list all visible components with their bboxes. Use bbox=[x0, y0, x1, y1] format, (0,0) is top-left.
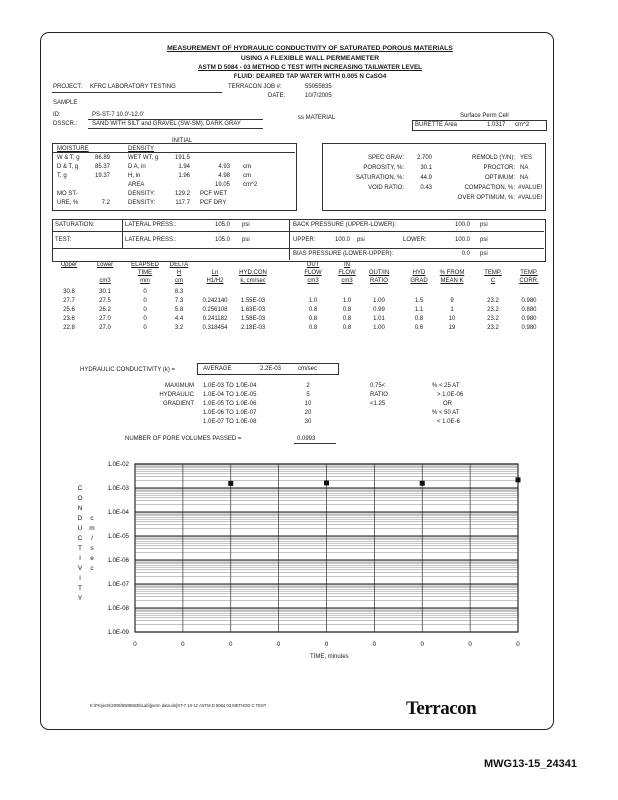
hc-avg-value: 2.2E-03 bbox=[260, 366, 282, 372]
table-cell-r1-c3: 7.3 bbox=[174, 298, 184, 304]
criteria-label-1: MAXIMUM bbox=[165, 383, 194, 389]
job-label: TERRACON JOB #: bbox=[228, 84, 282, 90]
y-tick-label: 1.0E-06 bbox=[107, 557, 129, 564]
data-point bbox=[516, 477, 521, 482]
table-cell-r3-c1: 27.0 bbox=[99, 316, 111, 322]
range-5: 1.0E-07 TO 1.0E-08 bbox=[203, 419, 257, 425]
table-cell-r1-c12: 0.980 bbox=[521, 298, 537, 304]
y-tick-label: 1.0E-08 bbox=[107, 605, 129, 612]
init-r1-a: D & T, g bbox=[57, 164, 79, 170]
table-cell-r2-c1: 26.2 bbox=[99, 307, 111, 313]
proctor-value: NA bbox=[520, 165, 529, 171]
back-pressure-unit: psi bbox=[480, 222, 488, 228]
init-r0-a: W & T, g bbox=[57, 155, 80, 161]
compaction-label: COMPACTION, %: bbox=[464, 185, 515, 191]
initial-head-line bbox=[52, 152, 295, 153]
date-label: DATE: bbox=[268, 93, 286, 99]
y-axis-letter: I bbox=[79, 555, 81, 562]
table-header-c11-l2: C bbox=[490, 278, 496, 284]
table-cell-r2-c8: 0.99 bbox=[373, 307, 385, 313]
table-cell-r4-c12: 0.980 bbox=[521, 325, 537, 331]
sample-id-value: PS-ST-7 10.0'-12.0' bbox=[92, 112, 144, 118]
moist-label: MO ST- bbox=[57, 191, 78, 197]
table-header-c3-l1: H bbox=[176, 270, 182, 276]
saturation-label: SATURATION, %: bbox=[355, 175, 404, 181]
table-cell-r4-c5: 2.18E-03 bbox=[240, 325, 266, 331]
table-cell-r2-c7: 0.8 bbox=[342, 307, 352, 313]
table-cell-r4-c4: 0.318454 bbox=[202, 325, 228, 331]
table-cell-r2-c0: 25.6 bbox=[63, 307, 75, 313]
table-cell-r3-c4: 0.241182 bbox=[202, 316, 228, 322]
y-axis-letter: C bbox=[77, 485, 83, 492]
range-4: 1.0E-06 TO 1.0E-07 bbox=[203, 410, 257, 416]
terracon-logo: Terracon bbox=[406, 698, 477, 719]
table-cell-r0-c1: 30.1 bbox=[99, 289, 111, 295]
data-point bbox=[324, 480, 329, 485]
table-header-c11-l1: TEMP. bbox=[484, 270, 502, 276]
y-axis-letter: T bbox=[78, 585, 82, 592]
y-axis-unit-letter: e bbox=[90, 555, 94, 562]
table-cell-r1-c11: 23.2 bbox=[487, 298, 499, 304]
table-cell-r3-c2: 0 bbox=[143, 316, 147, 322]
report-fluid: FLUID: DEAIRED TAP WATER WITH 0.005 N CaSO4 bbox=[233, 73, 387, 80]
table-cell-r1-c1: 27.5 bbox=[99, 298, 111, 304]
table-header-c7-l1: FLOW bbox=[338, 270, 356, 276]
lower-value: 100.0 bbox=[454, 237, 470, 243]
table-cell-r1-c7: 1.0 bbox=[342, 298, 352, 304]
pore-volumes-value: 0.0993 bbox=[297, 436, 316, 442]
init-r3-c: AREA bbox=[128, 182, 145, 188]
y-axis-letter: I bbox=[79, 575, 81, 582]
table-header-c2-l1: TIME bbox=[137, 270, 153, 276]
hc-avg-label: AVERAGE bbox=[203, 366, 232, 372]
table-cell-r1-c0: 27.7 bbox=[63, 298, 75, 304]
table-header-c9-l2: GRAD bbox=[410, 278, 428, 284]
table-cell-r4-c11: 23.2 bbox=[487, 325, 499, 331]
table-header-c2-l2: min bbox=[140, 278, 150, 284]
table-cell-r3-c5: 1.58E-03 bbox=[240, 316, 266, 322]
remold-value: YES bbox=[520, 155, 533, 161]
table-header-c0-l0: Upper bbox=[60, 262, 78, 268]
x-axis-label: TIME, minutes bbox=[310, 654, 349, 660]
init-r3-e: 19.05 bbox=[214, 182, 230, 188]
table-header-c10-l2: MEAN K bbox=[440, 278, 464, 284]
y-axis-unit-letter: / bbox=[91, 535, 93, 542]
pressure-col-line-2 bbox=[289, 219, 290, 260]
bias-pressure-value: 0.0 bbox=[461, 251, 470, 257]
table-cell-r2-c12: 0.880 bbox=[521, 307, 537, 313]
density-heading: DENSITY bbox=[128, 146, 155, 152]
lateral-test-value: 105.0 bbox=[214, 237, 230, 243]
over-optimum-value: #VALUE! bbox=[518, 195, 543, 201]
table-cell-r3-c7: 0.8 bbox=[342, 316, 352, 322]
x-tick-label: 0 bbox=[276, 641, 281, 648]
pressure-col-line-1 bbox=[122, 219, 123, 248]
initial-heading: INITIAL bbox=[172, 138, 193, 144]
document-id: MWG13-15_24341 bbox=[484, 758, 577, 770]
pct-4: % < 50 AT bbox=[432, 410, 460, 416]
x-tick-label: 0 bbox=[468, 641, 472, 648]
lateral-sat-value: 105.0 bbox=[214, 222, 230, 228]
range-3: 1.0E-05 TO 1.0E-06 bbox=[203, 401, 257, 407]
pressure-row-line-1 bbox=[52, 231, 544, 232]
table-cell-r3-c6: 0.8 bbox=[308, 316, 318, 322]
init-r2-c: H, in bbox=[128, 173, 141, 179]
table-header-c2-l0: ELAPSED bbox=[131, 262, 159, 268]
criteria-label-2: HYDRAULIC bbox=[159, 392, 194, 398]
porosity-label: POROSITY, %: bbox=[363, 165, 404, 171]
table-cell-r0-c0: 30.8 bbox=[63, 289, 75, 295]
y-axis-letter: T bbox=[78, 545, 82, 552]
upper-unit: psi bbox=[357, 237, 365, 243]
back-pressure-label: BACK PRESSURE (UPPER-LOWER): bbox=[293, 222, 397, 228]
density-wet-value: 129.2 bbox=[174, 191, 190, 197]
moisture-heading: MOISTURE bbox=[57, 146, 89, 152]
init-r3-f: cm^2 bbox=[243, 182, 258, 188]
table-cell-r0-c2: 0 bbox=[143, 289, 147, 295]
data-point bbox=[228, 481, 233, 486]
y-axis-letter: D bbox=[77, 515, 83, 522]
test-data-table bbox=[52, 262, 544, 337]
table-header-c5-l2: k, cm/sec bbox=[240, 278, 266, 284]
init-r2-b: 19.37 bbox=[94, 173, 110, 179]
sample-descr-underline bbox=[88, 128, 263, 129]
init-r2-e: 4.98 bbox=[218, 173, 230, 179]
init-r1-d: 1.94 bbox=[178, 164, 190, 170]
table-cell-r4-c6: 0.8 bbox=[308, 325, 318, 331]
y-axis-letter: Y bbox=[77, 595, 83, 602]
saturation-value: 44.9 bbox=[420, 175, 432, 181]
table-cell-r1-c4: 0.242140 bbox=[202, 298, 228, 304]
report-method: ASTM D 5084 - 03 METHOD C TEST WITH INCREASING TAILWATER LEVEL bbox=[197, 64, 423, 71]
table-cell-r2-c11: 23.2 bbox=[487, 307, 499, 313]
table-header-c6-l0: OUT bbox=[306, 262, 320, 268]
upper-label: UPPER: bbox=[293, 237, 316, 243]
density-dry-value: 117.7 bbox=[175, 200, 190, 206]
optimum-label: OPTIMUM: bbox=[485, 175, 515, 181]
init-r1-b: 85.37 bbox=[94, 164, 110, 170]
init-r1-e: 4.93 bbox=[218, 164, 230, 170]
table-cell-r1-c2: 0 bbox=[143, 298, 147, 304]
table-header-c4-l2: H1/H2 bbox=[206, 278, 224, 284]
pore-volumes-label: NUMBER OF PORE VOLUMES PASSED = bbox=[125, 436, 242, 442]
pressure-row-line-2 bbox=[52, 248, 544, 249]
range-2: 1.0E-04 TO 1.0E-05 bbox=[203, 392, 257, 398]
lateral-test-label: LATERAL PRESS.: bbox=[125, 237, 177, 243]
init-r2-a: T, g bbox=[57, 173, 67, 179]
y-tick-label: 1.0E-09 bbox=[107, 629, 129, 636]
lower-unit: psi bbox=[480, 237, 488, 243]
bias-pressure-unit: psi bbox=[480, 251, 488, 257]
y-axis-letter: N bbox=[77, 505, 83, 512]
over-optimum-label: OVER OPTIMUM, %: bbox=[457, 195, 515, 201]
table-cell-r2-c6: 0.8 bbox=[308, 307, 318, 313]
table-cell-r2-c4: 0.256108 bbox=[202, 307, 228, 313]
x-tick-label: 0 bbox=[181, 641, 185, 648]
proctor-label: PROCTOR: bbox=[483, 165, 515, 171]
grad-5: 30 bbox=[304, 419, 312, 425]
y-axis-label-conductivity bbox=[76, 484, 84, 604]
table-header-c8-l2: RATIO bbox=[370, 278, 388, 284]
table-header-c9-l1: HYD bbox=[412, 270, 426, 276]
table-header-c6-l1: FLOW bbox=[304, 270, 322, 276]
table-cell-r2-c2: 0 bbox=[143, 307, 147, 313]
table-header-c10-l1: % FROM bbox=[439, 270, 465, 276]
init-r2-d: 1.96 bbox=[178, 173, 190, 179]
init-r2-f: cm bbox=[243, 173, 251, 179]
ure-label: URE, % bbox=[57, 200, 79, 206]
sample-descr-label: DSSCR.: bbox=[53, 121, 78, 127]
y-axis-unit-letter: c bbox=[90, 565, 94, 572]
y-axis-letter: U bbox=[77, 525, 83, 532]
x-tick-label: 0 bbox=[133, 641, 137, 648]
sample-id-label: ID: bbox=[53, 112, 61, 118]
report-subtitle: USING A FLEXIBLE WALL PERMEAMETER bbox=[240, 55, 380, 62]
table-cell-r1-c10: 9 bbox=[450, 298, 454, 304]
data-point bbox=[420, 481, 425, 486]
pct-1: % < 25 AT bbox=[432, 383, 460, 389]
table-header-c12-l2: CORR. bbox=[519, 278, 539, 284]
burette-label: BURETTE Area bbox=[415, 122, 458, 128]
table-cell-r3-c11: 23.2 bbox=[487, 316, 499, 322]
void-ratio-value: 0.43 bbox=[420, 185, 432, 191]
x-tick-label: 0 bbox=[324, 641, 329, 648]
hc-avg-unit: cm/sec bbox=[298, 366, 318, 372]
table-cell-r4-c3: 3.2 bbox=[174, 325, 184, 331]
spec-grav-label: SPEC GRAV: bbox=[367, 155, 404, 161]
y-axis-letter: V bbox=[77, 565, 83, 572]
table-cell-r4-c7: 0.8 bbox=[342, 325, 352, 331]
density-dry-label: DENSITY: bbox=[128, 200, 156, 206]
upper-value: 100.0 bbox=[334, 237, 350, 243]
initial-box bbox=[52, 143, 297, 211]
burette-unit: cm^2 bbox=[515, 122, 530, 128]
grad-4: 20 bbox=[304, 410, 312, 416]
grad-2: 5 bbox=[306, 392, 310, 398]
table-header-c8-l1: OUT/IN bbox=[368, 270, 390, 276]
table-cell-r4-c0: 22.8 bbox=[63, 325, 75, 331]
table-cell-r4-c1: 27.0 bbox=[99, 325, 111, 331]
table-cell-r1-c6: 1.0 bbox=[308, 298, 318, 304]
pore-volumes-underline bbox=[294, 443, 336, 444]
init-r1-c: D A, in bbox=[128, 164, 146, 170]
table-cell-r3-c8: 1.01 bbox=[373, 316, 385, 322]
table-header-c7-l0: IN bbox=[344, 262, 350, 268]
density-dry-unit: PCF DRY bbox=[200, 200, 227, 206]
pct-5: < 1.0E-6 bbox=[437, 419, 460, 425]
x-tick-label: 0 bbox=[516, 641, 520, 648]
test-row-label: TEST: bbox=[55, 237, 72, 243]
y-axis-letter: C bbox=[77, 535, 83, 542]
y-axis-unit-letter: c bbox=[90, 515, 94, 522]
y-axis-unit-letter: m bbox=[89, 525, 95, 532]
table-header-c12-l1: TEMP. bbox=[520, 270, 538, 276]
y-tick-label: 1.0E-07 bbox=[107, 581, 129, 588]
y-axis-letter: O bbox=[77, 495, 83, 502]
hc-label: HYDRAULIC CONDUCTIVITY (k) = bbox=[80, 367, 176, 373]
y-axis-label-units bbox=[88, 514, 96, 574]
job-value: 55055835 bbox=[305, 84, 332, 90]
date-value: 10/7/2005 bbox=[305, 93, 332, 99]
ure-value: 7.2 bbox=[101, 200, 110, 206]
table-cell-r2-c10: 1 bbox=[450, 307, 454, 313]
project-value: KFRC LABORATORY TESTING bbox=[90, 84, 176, 90]
void-ratio-label: VOID RATIO: bbox=[368, 185, 404, 191]
report-title: MEASUREMENT OF HYDRAULIC CONDUCTIVITY OF SATURATED POROUS MATERIALS bbox=[167, 45, 453, 52]
grad-3: 10 bbox=[304, 401, 312, 407]
density-wet-label: DENSITY: bbox=[128, 191, 156, 197]
y-tick-label: 1.0E-03 bbox=[107, 485, 129, 492]
density-wet-unit: PCF WET bbox=[200, 191, 227, 197]
table-header-c5-l1: HYD.CON bbox=[239, 270, 267, 276]
table-cell-r3-c10: 10 bbox=[448, 316, 456, 322]
table-cell-r4-c10: 19 bbox=[448, 325, 456, 331]
table-header-c3-l2: cm bbox=[175, 278, 183, 284]
table-header-c7-l2: cm3 bbox=[341, 278, 353, 284]
lower-label: LOWER: bbox=[403, 237, 427, 243]
init-r0-b: 86.89 bbox=[94, 155, 110, 161]
ratio-3: <1.25 bbox=[370, 401, 386, 407]
table-cell-r3-c12: 0.980 bbox=[521, 316, 537, 322]
file-path-note: K:\Projects\2005\55055835\Lab\[perm data.xls]ST-7 10-12 ASTM D 5084 03 METHOD C TEST bbox=[90, 703, 267, 708]
pct-2: > 1.0E-06 bbox=[437, 392, 464, 398]
grad-1: 2 bbox=[306, 383, 310, 389]
back-pressure-value: 100.0 bbox=[454, 222, 470, 228]
porosity-value: 30.1 bbox=[420, 165, 432, 171]
y-tick-label: 1.0E-02 bbox=[107, 461, 129, 468]
range-1: 1.0E-03 TO 1.0E-04 bbox=[203, 383, 257, 389]
bias-pressure-label: BIAS PRESSURE (LOWER-UPPER): bbox=[293, 251, 394, 257]
x-tick-label: 0 bbox=[372, 641, 377, 648]
table-cell-r4-c2: 0 bbox=[143, 325, 147, 331]
project-label: PROJECT: bbox=[53, 84, 83, 90]
table-cell-r4-c8: 1.00 bbox=[373, 325, 385, 331]
table-cell-r4-c9: 0.6 bbox=[414, 325, 424, 331]
project-underline bbox=[52, 92, 222, 93]
burette-value: 1.0317 bbox=[487, 122, 506, 128]
y-tick-label: 1.0E-04 bbox=[107, 509, 129, 516]
y-tick-label: 1.0E-05 bbox=[107, 533, 129, 540]
table-header-c4-l1: Ln bbox=[211, 270, 219, 276]
table-cell-r3-c0: 23.6 bbox=[63, 316, 75, 322]
table-header-c3-l0: DELTA bbox=[169, 262, 189, 268]
table-cell-r2-c9: 1.1 bbox=[414, 307, 424, 313]
saturation-row-label: SATURATION: bbox=[55, 222, 95, 228]
table-cell-r3-c9: 0.8 bbox=[414, 316, 424, 322]
ratio-1: 0.75< bbox=[370, 383, 386, 389]
table-header-c6-l2: cm3 bbox=[307, 278, 319, 284]
sample-label: SAMPLE bbox=[53, 100, 78, 106]
table-cell-r1-c5: 1.55E-03 bbox=[240, 298, 266, 304]
spec-grav-value: 2.700 bbox=[416, 155, 432, 161]
material-label: ss MATERIAL bbox=[298, 115, 336, 121]
init-r0-d: 191.5 bbox=[174, 155, 190, 161]
table-cell-r3-c3: 4.4 bbox=[174, 316, 184, 322]
ratio-2: RATIO bbox=[370, 392, 388, 398]
criteria-label-3: GRADIENT bbox=[162, 401, 194, 407]
table-header-c1-l0: Lower bbox=[96, 262, 114, 268]
init-r0-c: WET WT, g bbox=[128, 155, 159, 161]
lateral-sat-label: LATERAL PRESS.: bbox=[125, 222, 177, 228]
table-cell-r0-c3: 8.3 bbox=[174, 289, 184, 295]
sample-descr-value: SAND WITH SILT and GRAVEL (SW-SM), DARK GRAY bbox=[92, 121, 241, 127]
pct-3: OR bbox=[443, 401, 452, 407]
x-tick-label: 0 bbox=[229, 641, 233, 648]
lateral-sat-unit: psi bbox=[242, 222, 250, 228]
table-cell-r1-c8: 1.00 bbox=[373, 298, 385, 304]
remold-label: REMOLD (Y/N): bbox=[471, 155, 515, 161]
lateral-test-unit: psi bbox=[242, 237, 250, 243]
table-cell-r1-c9: 1.5 bbox=[414, 298, 424, 304]
sample-id-underline bbox=[88, 119, 263, 120]
init-r1-f: cm bbox=[243, 164, 251, 170]
table-cell-r2-c5: 1.63E-03 bbox=[240, 307, 266, 313]
table-header-c1-l2: cm3 bbox=[99, 278, 111, 284]
compaction-value: #VALUE! bbox=[518, 185, 543, 191]
x-tick-label: 0 bbox=[420, 641, 424, 648]
y-axis-unit-letter: s bbox=[90, 545, 94, 552]
perm-cell-note: Surface Perm Cell bbox=[460, 113, 509, 119]
table-cell-r2-c3: 5.8 bbox=[174, 307, 184, 313]
conductivity-chart bbox=[50, 450, 548, 665]
optimum-value: NA bbox=[520, 175, 529, 181]
